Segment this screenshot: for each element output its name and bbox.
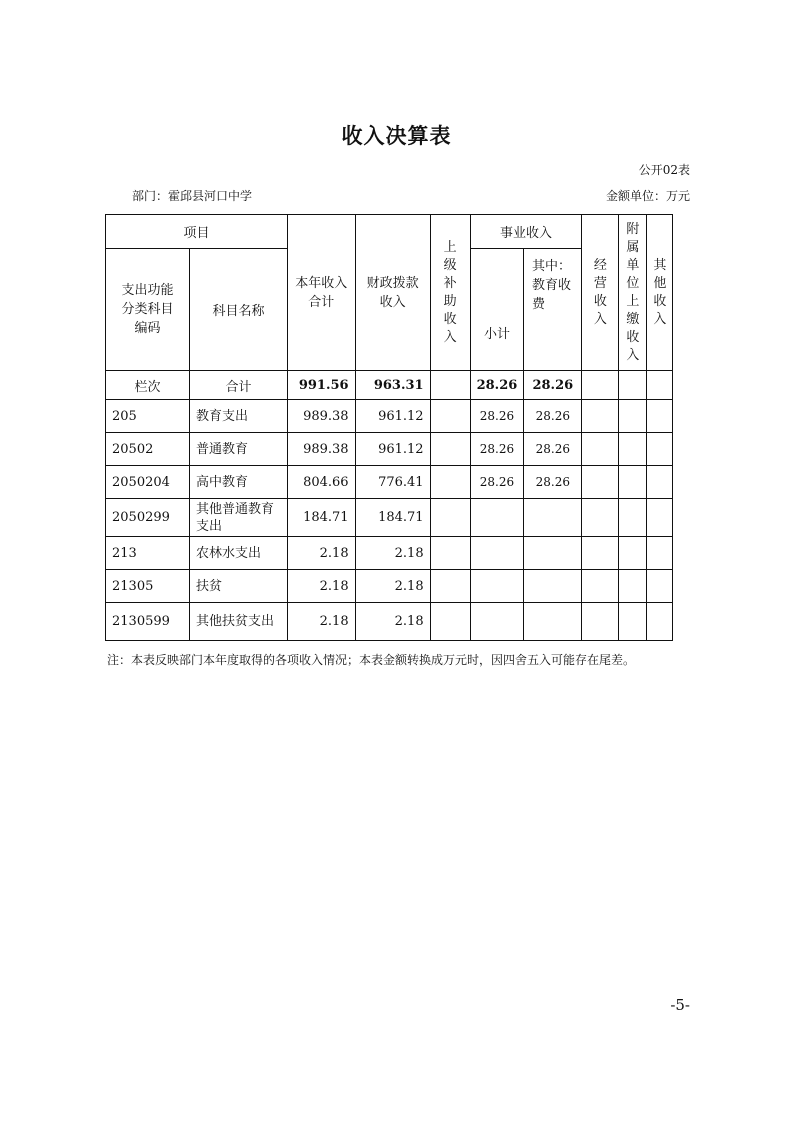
cell-fiscal: 184.71	[355, 499, 430, 537]
cell-other	[647, 400, 673, 433]
cell-affiliated	[619, 603, 647, 641]
cell-name: 其他扶贫支出	[190, 603, 288, 641]
cell-code: 20502	[106, 433, 190, 466]
cell-operating	[582, 466, 619, 499]
cell-total: 804.66	[288, 466, 356, 499]
total-row-other	[647, 371, 673, 400]
cell-operating	[582, 400, 619, 433]
cell-superior	[430, 499, 470, 537]
table-row	[106, 433, 673, 466]
cell-edu-fee	[524, 499, 582, 537]
cell-code: 2050204	[106, 466, 190, 499]
cell-total: 184.71	[288, 499, 356, 537]
cell-operating	[582, 570, 619, 603]
page-title: 收入决算表	[341, 124, 452, 148]
cell-fiscal: 2.18	[355, 603, 430, 641]
cell-other	[647, 433, 673, 466]
cell-superior	[430, 570, 470, 603]
cell-name: 普通教育	[190, 433, 288, 466]
table-row	[106, 603, 673, 641]
cell-edu-fee	[524, 603, 582, 641]
cell-name: 教育支出	[190, 400, 288, 433]
cell-total: 2.18	[288, 603, 356, 641]
header-business-income: 事业收入	[470, 215, 582, 249]
cell-affiliated	[619, 433, 647, 466]
total-row-edu-fee: 28.26	[524, 371, 582, 400]
header-subtotal: 小计	[470, 249, 524, 371]
cell-fiscal: 776.41	[355, 466, 430, 499]
amount-unit-label: 金额单位：万元	[605, 189, 690, 203]
cell-fiscal: 961.12	[355, 433, 430, 466]
cell-affiliated	[619, 537, 647, 570]
income-table	[105, 214, 673, 641]
cell-code: 2050299	[106, 499, 190, 537]
cell-affiliated	[619, 499, 647, 537]
cell-fiscal: 961.12	[355, 400, 430, 433]
header-affiliated-income: 附属单位上缴收入	[619, 215, 647, 371]
header-edu-fee: 其中：教育收费	[524, 249, 582, 371]
cell-subtotal: 28.26	[470, 466, 524, 499]
total-row-fiscal: 963.31	[355, 371, 430, 400]
cell-other	[647, 466, 673, 499]
header-operating-income: 经营收入	[582, 215, 619, 371]
cell-other	[647, 603, 673, 641]
total-row-code: 栏次	[106, 371, 190, 400]
cell-fiscal: 2.18	[355, 537, 430, 570]
cell-edu-fee: 28.26	[524, 433, 582, 466]
cell-superior	[430, 466, 470, 499]
header-fiscal-income: 财政拨款收入	[355, 215, 430, 371]
total-row-affiliated	[619, 371, 647, 400]
table-row	[106, 400, 673, 433]
cell-subtotal: 28.26	[470, 433, 524, 466]
total-row-operating	[582, 371, 619, 400]
header-func-code: 支出功能分类科目编码	[106, 249, 190, 371]
cell-code: 2130599	[106, 603, 190, 641]
cell-subtotal	[470, 603, 524, 641]
header-project: 项目	[106, 215, 288, 249]
cell-operating	[582, 603, 619, 641]
cell-total: 989.38	[288, 433, 356, 466]
cell-superior	[430, 537, 470, 570]
table-row	[106, 537, 673, 570]
header-superior-subsidy: 上级补助收入	[430, 215, 470, 371]
total-row-superior	[430, 371, 470, 400]
cell-code: 205	[106, 400, 190, 433]
table-row	[106, 466, 673, 499]
cell-superior	[430, 400, 470, 433]
cell-name: 扶贫	[190, 570, 288, 603]
cell-name: 农林水支出	[190, 537, 288, 570]
cell-operating	[582, 499, 619, 537]
cell-affiliated	[619, 466, 647, 499]
header-other-income: 其他收入	[647, 215, 673, 371]
department-label: 部门：霍邱县河口中学	[132, 189, 253, 203]
cell-operating	[582, 537, 619, 570]
cell-affiliated	[619, 400, 647, 433]
cell-subtotal	[470, 570, 524, 603]
cell-edu-fee: 28.26	[524, 400, 582, 433]
cell-superior	[430, 603, 470, 641]
cell-subtotal: 28.26	[470, 400, 524, 433]
cell-subtotal	[470, 499, 524, 537]
cell-name: 其他普通教育支出	[190, 499, 288, 537]
form-code: 公开02表	[638, 163, 690, 177]
cell-total: 2.18	[288, 537, 356, 570]
total-row-total: 991.56	[288, 371, 356, 400]
page-number: -5-	[670, 996, 690, 1014]
header-total-income: 本年收入合计	[288, 215, 356, 371]
cell-affiliated	[619, 570, 647, 603]
cell-other	[647, 570, 673, 603]
cell-other	[647, 537, 673, 570]
cell-superior	[430, 433, 470, 466]
cell-code: 21305	[106, 570, 190, 603]
cell-operating	[582, 433, 619, 466]
cell-code: 213	[106, 537, 190, 570]
cell-fiscal: 2.18	[355, 570, 430, 603]
cell-total: 2.18	[288, 570, 356, 603]
cell-edu-fee: 28.26	[524, 466, 582, 499]
total-row	[106, 371, 673, 400]
cell-total: 989.38	[288, 400, 356, 433]
cell-name: 高中教育	[190, 466, 288, 499]
cell-edu-fee	[524, 537, 582, 570]
total-row-name: 合计	[190, 371, 288, 400]
table-row	[106, 499, 673, 537]
cell-other	[647, 499, 673, 537]
cell-edu-fee	[524, 570, 582, 603]
header-subject-name: 科目名称	[190, 249, 288, 371]
cell-subtotal	[470, 537, 524, 570]
table-note: 注：本表反映部门本年度取得的各项收入情况；本表金额转换成万元时，因四舍五入可能存在尾差。	[107, 653, 636, 667]
table-row	[106, 570, 673, 603]
total-row-subtotal: 28.26	[470, 371, 524, 400]
